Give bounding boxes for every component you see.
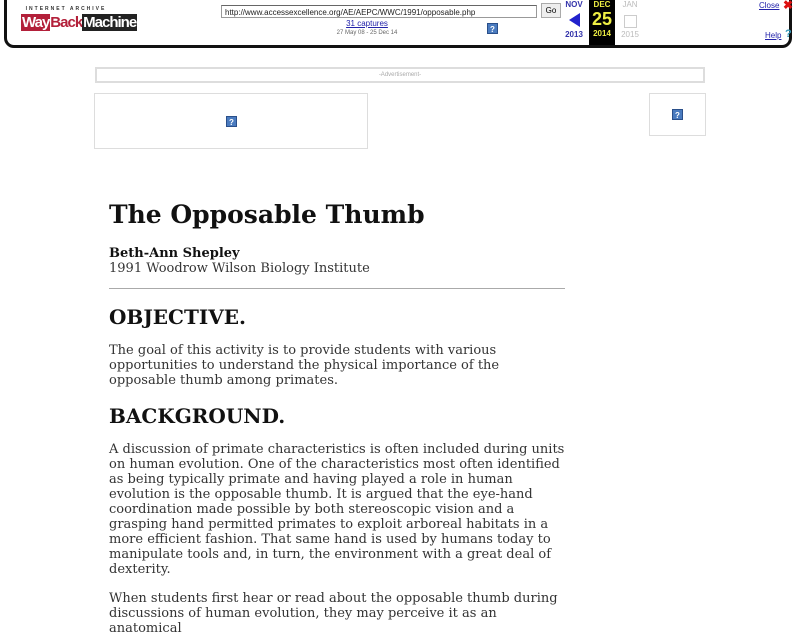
captures-link[interactable]: 31 captures: [346, 19, 388, 28]
next-capture-empty-icon: [624, 15, 637, 28]
wayback-toolbar: [4, 0, 792, 48]
background-paragraph-2: When students first hear or read about the opposable thumb during discussions of human evolution, they may perceive it as an anatomical: [109, 591, 558, 636]
section-heading-objective: OBJECTIVE.: [109, 305, 246, 329]
capture-range: 27 May 08 - 25 Dec 14: [336, 30, 398, 36]
logo-internet-archive-text: INTERNET ARCHIVE: [25, 6, 107, 12]
prev-capture-arrow-icon[interactable]: [569, 13, 580, 27]
current-year-label: 2014: [593, 29, 611, 38]
current-day-label: 25: [591, 9, 613, 29]
divider: [109, 288, 565, 289]
broken-image-icon: ?: [672, 109, 683, 120]
close-link[interactable]: Close: [759, 1, 780, 10]
advertisement-label: -Advertisement-: [378, 72, 422, 78]
page-title: The Opposable Thumb: [109, 200, 425, 229]
logo-back: Back: [50, 14, 83, 31]
ad-slot-left[interactable]: [94, 93, 368, 149]
author-institution: 1991 Woodrow Wilson Biology Institute: [109, 261, 370, 276]
objective-paragraph: The goal of this activity is to provide students with various opportunities to understand the physical importance of the opposable thumb among primates.: [109, 343, 500, 388]
go-button[interactable]: Go: [541, 3, 561, 18]
ad-slot-right[interactable]: [649, 93, 706, 136]
background-paragraph-1: A discussion of primate characteristics is often included during units on human evolution. One of the characteristics most often identified as being typically primate and having played a role in human evolution is the opposable thumb. It is argued that the eye-hand coordination made possible by both stereoscopic vision and a grasping hand permitted primates to exploit arboreal habitats in a more efficient fashion. That same hand is used by humans today to manipulate tools and, in turn, the environment with a great deal of dexterity.: [109, 442, 565, 577]
calendar-current-capture: [589, 0, 615, 45]
prev-month-label: NOV: [565, 0, 583, 9]
url-input[interactable]: http://www.accessexcellence.org/AE/AEPC/WWC/1991/opposable.php: [221, 5, 537, 18]
author-name: Beth-Ann Shepley: [109, 246, 240, 261]
close-icon[interactable]: ✖: [783, 0, 794, 12]
current-month-label: DEC: [593, 0, 611, 9]
broken-image-icon: ?: [226, 116, 237, 127]
calendar-next-month: [617, 0, 643, 39]
next-year-label: 2015: [621, 30, 639, 39]
help-icon[interactable]: ?: [785, 28, 792, 40]
help-link[interactable]: Help: [765, 31, 782, 40]
advertisement-banner: [95, 67, 705, 83]
article: [109, 200, 569, 636]
next-month-label: JAN: [622, 0, 638, 9]
section-heading-background: BACKGROUND.: [109, 404, 286, 428]
broken-image-icon: ?: [487, 23, 498, 34]
prev-year-label[interactable]: 2013: [565, 30, 583, 39]
logo-machine: Machine: [83, 14, 137, 31]
logo-wayback-machine-text: [21, 14, 137, 31]
calendar-prev-month[interactable]: [561, 0, 587, 39]
logo-way: Way: [22, 14, 50, 31]
wayback-logo[interactable]: [21, 6, 137, 31]
